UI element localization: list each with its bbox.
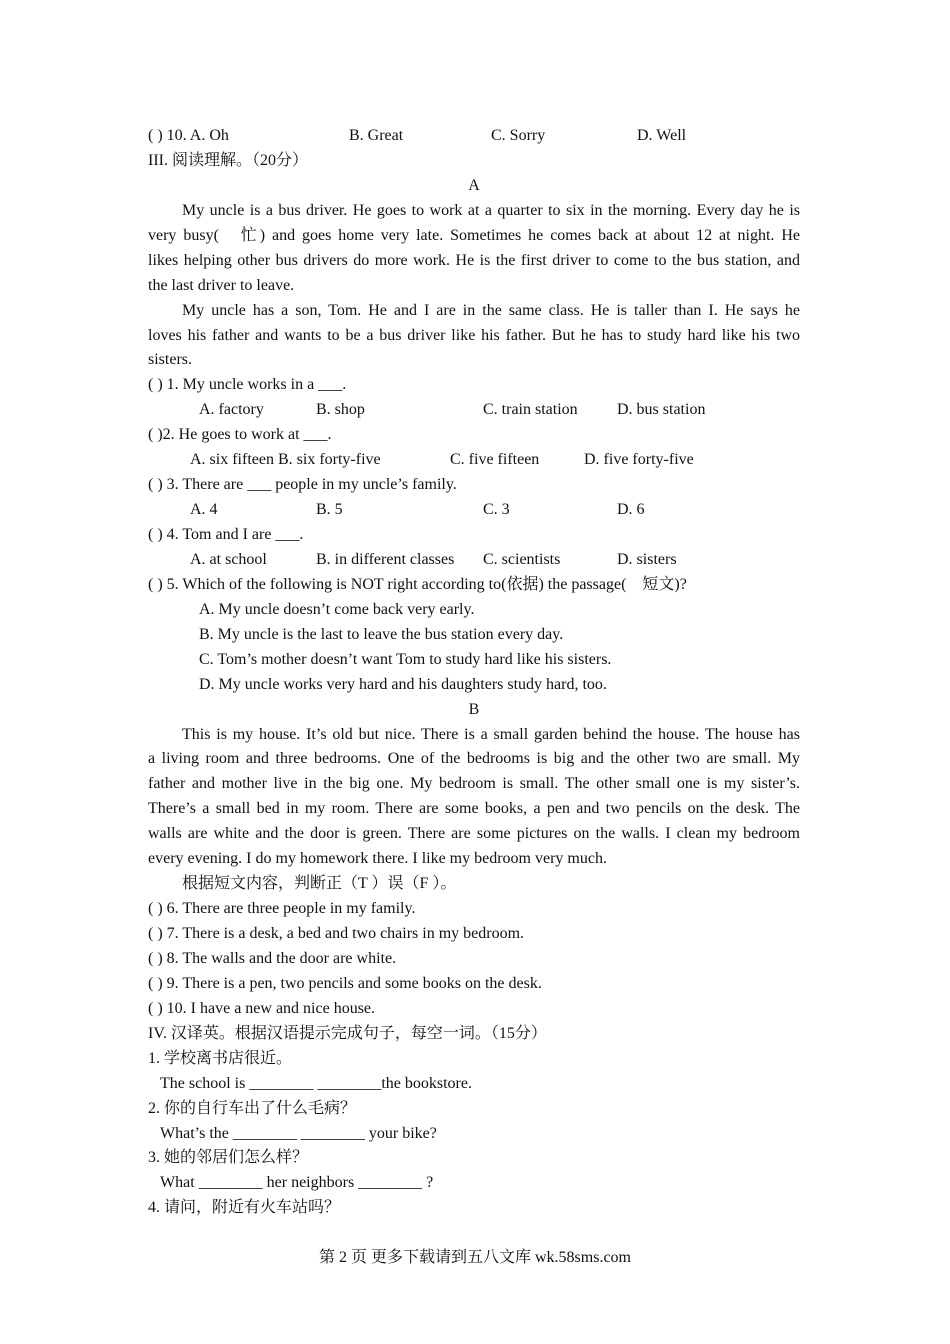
paragraph-line: the last driver to leave.	[148, 276, 295, 294]
paragraph-line: My uncle is a bus driver. He goes to work at a quarter to six in the morning. Every day he is	[182, 201, 800, 219]
option: D. five forty-five	[584, 451, 694, 469]
paragraph-line: father and mother live in the big one. My bedroom is small. The other small one is my sister’s.	[148, 775, 800, 793]
translation-english: The school is ________ ________the bookstore.	[160, 1074, 472, 1092]
paragraph-line: loves his father and wants to be a bus driver like his father. But he has to study hard like his two	[148, 326, 800, 344]
option: B. Great	[349, 127, 404, 144]
paragraph-line: There’s a small bed in my room. There are some books, a pen and two pencils on the desk. The	[148, 800, 800, 818]
tf-statement: ( ) 7. There is a desk, a bed and two chairs in my bedroom.	[148, 925, 525, 942]
option: D. bus station	[617, 401, 706, 419]
paragraph-line: every evening. I do my homework there. I like my bedroom very much.	[148, 850, 607, 868]
paragraph-line: sisters.	[148, 351, 192, 369]
option: B. in different classes	[316, 550, 455, 568]
option: A. 4	[190, 501, 218, 519]
question-stem: ( ) 5. Which of the following is NOT right according to(依据) the passage( 短文)?	[148, 575, 687, 593]
options-row	[148, 398, 800, 423]
translation-chinese: 2. 你的自行车出了什么毛病？	[148, 1099, 357, 1117]
option: B. 5	[316, 501, 343, 519]
translation-english: What’s the ________ ________ your bike?	[160, 1124, 437, 1142]
options-row	[148, 548, 800, 573]
tf-statement: ( ) 6. There are three people in my family.	[148, 900, 416, 918]
option: C. train station	[483, 401, 578, 419]
question-stem: ( ) 3. There are ___ people in my uncle’s family.	[148, 476, 457, 494]
paragraph-line: This is my house. It’s old but nice. There is a small garden behind the house. The house has	[182, 725, 800, 743]
page-footer: 第 2 页 更多下载请到五八文库 wk.58sms.com	[318, 1249, 631, 1266]
tf-instruction: 根据短文内容，判断正（T ）误（F ）。	[182, 875, 457, 893]
paragraph-line: very busy( 忙) and goes home very late. Sometimes he comes back at about 12 at night. He	[148, 226, 800, 244]
section-3-heading: III. 阅读理解。（20分）	[148, 151, 308, 169]
passage-b-title: B	[468, 700, 480, 718]
paragraph-line: My uncle has a son, Tom. He and I are in the same class. He is taller than I. He says he	[182, 301, 800, 319]
option: A. six fifteen B. six forty-five	[190, 451, 381, 469]
option: A. factory	[199, 401, 264, 419]
question-stem: ( ) 4. Tom and I are ___.	[148, 526, 304, 543]
tf-statement: ( ) 10. I have a new and nice house.	[148, 999, 376, 1017]
option: C. Tom’s mother doesn’t want Tom to study hard like his sisters.	[199, 650, 612, 668]
question-stem: ( ) 10. A. Oh	[148, 127, 229, 144]
option: D. My uncle works very hard and his daughters study hard, too.	[199, 675, 607, 693]
translation-chinese: 4. 请问，附近有火车站吗？	[148, 1199, 341, 1217]
paragraph-line: likes helping other bus drivers do more work. He is the first driver to come to the bus station, and	[148, 251, 800, 269]
option: C. scientists	[483, 550, 561, 568]
question-stem: ( )2. He goes to work at ___.	[148, 426, 332, 444]
translation-chinese: 1. 学校离书店很近。	[148, 1049, 293, 1067]
passage-a-title: A	[468, 176, 480, 194]
option: B. My uncle is the last to leave the bus station every day.	[199, 625, 564, 643]
option: D. sisters	[617, 550, 677, 568]
option: D. Well	[637, 127, 687, 144]
question-stem: ( ) 1. My uncle works in a ___.	[148, 376, 347, 394]
paragraph-line: a living room and three bedrooms. One of the bedrooms is big and the other two are small. My	[148, 750, 800, 768]
document-page	[148, 124, 800, 1221]
options-row	[148, 448, 800, 473]
option: B. shop	[316, 401, 365, 419]
question-10-prev	[148, 124, 800, 149]
option: D. 6	[617, 501, 645, 519]
translation-english: What ________ her neighbors ________ ?	[160, 1174, 434, 1192]
option: C. Sorry	[491, 127, 546, 144]
option: C. five fifteen	[450, 451, 540, 469]
options-row	[148, 498, 800, 523]
tf-statement: ( ) 9. There is a pen, two pencils and some books on the desk.	[148, 974, 542, 992]
translation-chinese: 3. 她的邻居们怎么样？	[148, 1149, 309, 1167]
option: A. My uncle doesn’t come back very early.	[199, 600, 475, 618]
section-4-heading: IV. 汉译英。根据汉语提示完成句子，每空一词。（15分）	[148, 1024, 547, 1042]
paragraph-line: walls are white and the door is green. There are some pictures on the walls. I clean my bedroom	[148, 825, 800, 843]
option: C. 3	[483, 501, 510, 519]
option: A. at school	[190, 550, 267, 568]
tf-statement: ( ) 8. The walls and the door are white.	[148, 949, 397, 967]
